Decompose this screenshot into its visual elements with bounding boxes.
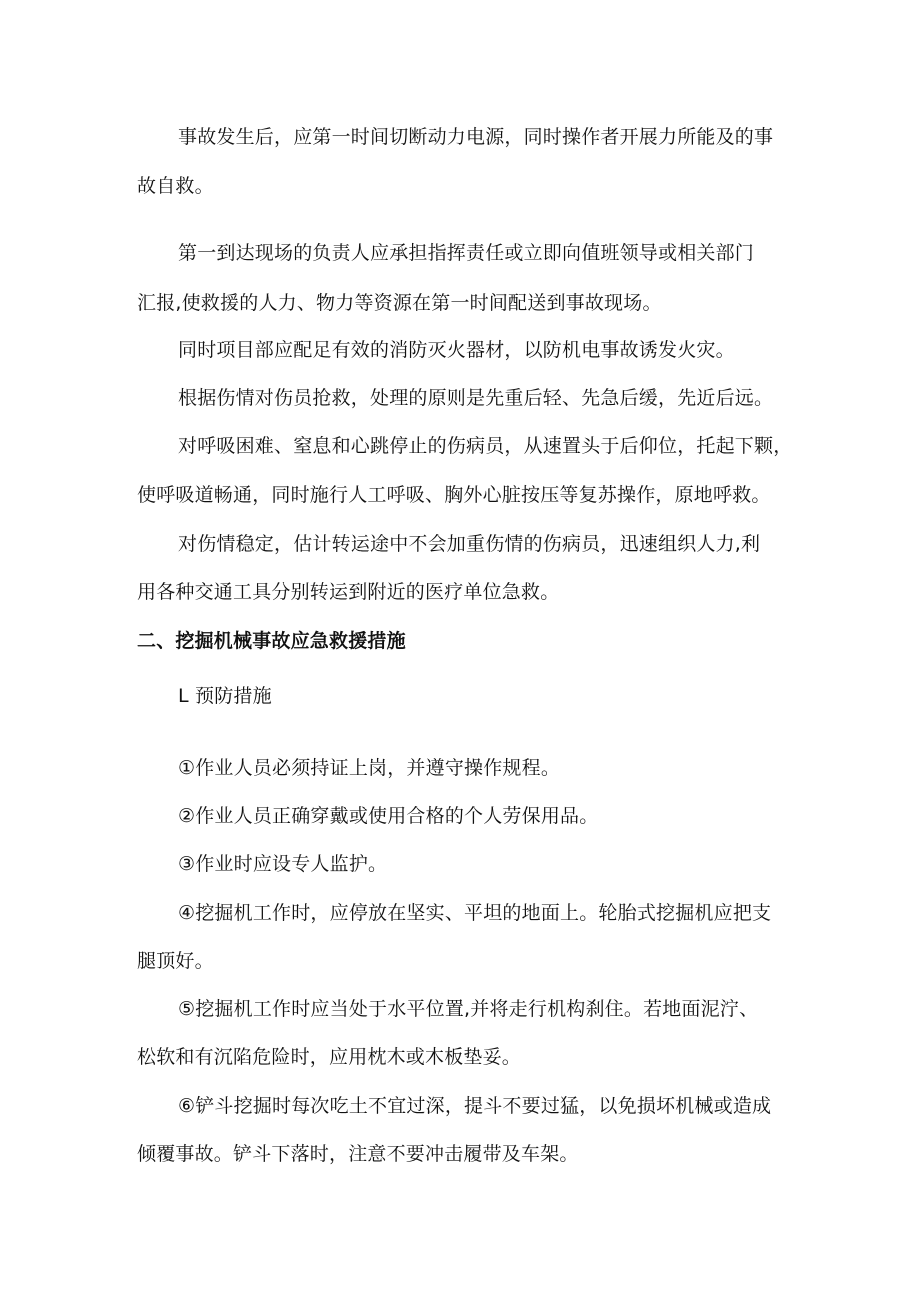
list-item: ⑤挖掘机工作时应当处于水平位置,并将走行机构刹住。若地面泥泞、 (178, 998, 759, 1020)
text-line: 对伤情稳定，估计转运途中不会加重伤情的伤病员，迅速组织人力,利 (178, 533, 761, 555)
text-line: 同时项目部应配足有效的消防灭火器材，以防机电事故诱发火灾。 (178, 339, 735, 361)
text-line: 用各种交通工具分别转运到附近的医疗单位急救。 (137, 581, 560, 603)
list-item-continuation: 倾覆事故。铲斗下落时，注意不要冲击履带及车架。 (137, 1143, 579, 1165)
list-item: ③作业时应设专人监护。 (178, 853, 388, 875)
section-heading: 二、挖掘机械事故应急救援措施 (137, 630, 406, 652)
subsection-heading: L 预防措施 (178, 685, 272, 707)
list-item-continuation: 腿顶好。 (137, 950, 214, 972)
list-item: ②作业人员正确穿戴或使用合格的个人劳保用品。 (178, 805, 599, 827)
list-item: ①作业人员必须持证上岗，并遵守操作规程。 (178, 757, 561, 779)
text-line: 事故发生后，应第一时间切断动力电源，同时操作者开展力所能及的事 (178, 126, 774, 148)
text-line: 汇报,使救援的人力、物力等资源在第一时间配送到事故现场。 (137, 292, 662, 314)
text-line: 故自救。 (137, 175, 214, 197)
list-item: ⑥铲斗挖掘时每次吃土不宜过深，提斗不要过猛，以免损坏机械或造成 (178, 1095, 772, 1117)
text-line: 第一到达现场的负责人应承担指挥责任或立即向值班领导或相关部门 (178, 242, 755, 264)
text-line: 使呼吸道畅通，同时施行人工呼吸、胸外心脏按压等复苏操作，原地呼救。 (137, 484, 771, 506)
list-item-continuation: 松软和有沉陷危险时，应用枕木或木板垫妥。 (137, 1046, 522, 1068)
text-line: 根据伤情对伤员抢救，处理的原则是先重后轻、先急后缓，先近后远。 (178, 387, 774, 409)
list-item: ④挖掘机工作时，应停放在坚实、平坦的地面上。轮胎式挖掘机应把支 (178, 902, 772, 924)
text-line: 对呼吸困难、窒息和心跳停止的伤病员，从速置头于后仰位，托起下颗， (178, 435, 793, 457)
